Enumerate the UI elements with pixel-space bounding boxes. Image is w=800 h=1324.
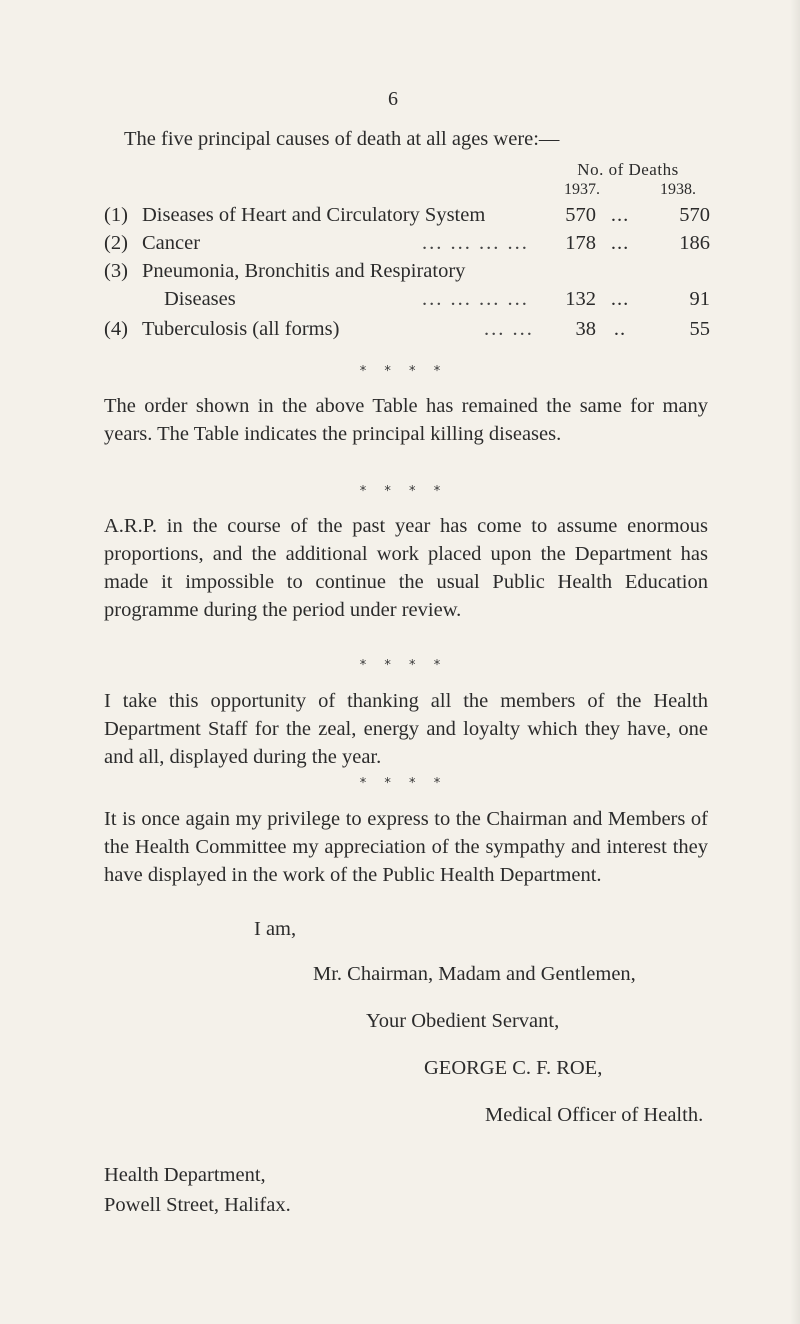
- section-separator: * * * *: [359, 776, 441, 791]
- value-1937: 38: [575, 318, 596, 340]
- value-1938: 91: [689, 288, 710, 310]
- closing-salutation: Mr. Chairman, Madam and Gentlemen,: [313, 963, 636, 985]
- paragraph-order: The order shown in the above Table has remained the same for many years. The Table indicates the principal killing diseases.: [104, 395, 708, 445]
- leader-dots: ... ... ... ...: [422, 232, 529, 254]
- value-1937: 178: [565, 232, 596, 254]
- paragraph-appreciation: It is once again my privilege to express to the Chairman and Members of the Health Committee my appreciation of the sympathy and interest they have displayed in the work of the Public Health Department.: [104, 808, 708, 886]
- row-label: Pneumonia, Bronchitis and Respiratory: [142, 260, 466, 282]
- page-number: 6: [388, 88, 398, 110]
- table-column-heading: No. of Deaths: [577, 160, 679, 179]
- row-number: (4): [104, 318, 128, 340]
- leader-dots: ... ... ... ...: [422, 288, 529, 310]
- table-row: [104, 229, 714, 257]
- signatory-name: GEORGE C. F. ROE,: [424, 1057, 603, 1079]
- row-number: (2): [104, 232, 128, 254]
- section-separator: * * * *: [359, 484, 441, 499]
- row-label: Diseases of Heart and Circulatory System: [142, 204, 486, 226]
- section-separator: * * * *: [359, 364, 441, 379]
- signatory-title: Medical Officer of Health.: [485, 1104, 704, 1126]
- value-1938: 186: [679, 232, 710, 254]
- value-1937: 570: [565, 204, 596, 226]
- section-separator: * * * *: [359, 658, 441, 673]
- table-row: [104, 257, 714, 313]
- row-label: Cancer: [142, 232, 201, 254]
- value-1937: 132: [565, 288, 596, 310]
- paragraph-thanks: I take this opportunity of thanking all the members of the Health Department Staff for the zeal, energy and loyalty which they have, one and all, displayed during the year.: [104, 690, 708, 768]
- address-line-1: Health Department,: [104, 1164, 266, 1186]
- value-1938: 570: [679, 204, 710, 226]
- value-1938: 55: [689, 318, 710, 340]
- leader-dots: ..: [613, 318, 627, 340]
- row-number: (1): [104, 204, 128, 226]
- leader-dots: ...: [610, 204, 630, 226]
- table-row: [104, 201, 714, 229]
- closing-i-am: I am,: [254, 918, 297, 940]
- row-number: (3): [104, 260, 128, 282]
- leader-dots: ...: [610, 232, 630, 254]
- year-1938-header: 1938.: [660, 181, 696, 198]
- year-1937-header: 1937.: [564, 181, 600, 198]
- address-line-2: Powell Street, Halifax.: [104, 1194, 291, 1216]
- closing-servant: Your Obedient Servant,: [366, 1010, 560, 1032]
- row-label-continued: Diseases: [164, 288, 236, 310]
- paragraph-arp: A.R.P. in the course of the past year has come to assume enormous proportions, and the additional work placed upon the Department has made it impossible to continue the usual Public Health Education programme during the period under review.: [104, 515, 708, 621]
- intro-text: The five principal causes of death at all ages were:—: [124, 128, 560, 150]
- page-edge-shadow: [790, 0, 800, 1324]
- row-label: Tuberculosis (all forms): [142, 318, 340, 340]
- leader-dots: ...: [610, 288, 630, 310]
- leader-dots: ... ...: [484, 318, 534, 340]
- table-row: [104, 315, 714, 343]
